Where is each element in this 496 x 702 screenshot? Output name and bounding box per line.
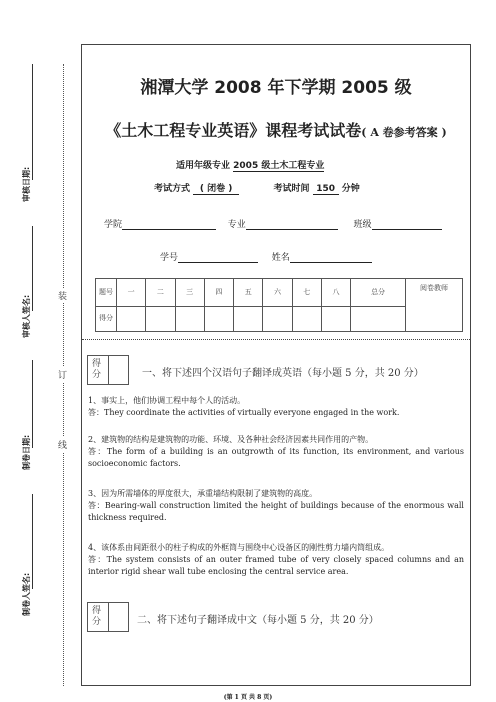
question-1-text: 1、事实上，他们协调工程中每个人的活动。: [88, 396, 246, 405]
time-unit: 分钟: [341, 184, 360, 194]
method-value: ( 闭卷 ): [193, 181, 239, 195]
col-1: 一: [117, 279, 146, 307]
maker-date-line: [32, 360, 33, 448]
section2-score-label: 得分: [92, 606, 102, 627]
student-id-field[interactable]: [178, 253, 258, 263]
exam-title-line1: 湘潭大学 2008 年下学期 2005 级: [140, 78, 412, 98]
answer-key-note: ( A 卷参考答案 ): [361, 126, 447, 139]
question-1: [88, 395, 464, 419]
score-cell-2[interactable]: [146, 306, 175, 331]
college-label: 学院: [104, 220, 123, 230]
major-label: 适用年级专业: [176, 161, 231, 171]
class-label: 班级: [353, 220, 372, 230]
maker-date-label: 制卷日期:: [22, 434, 31, 470]
col-total: 总分: [351, 279, 406, 307]
student-row2: [160, 250, 372, 263]
reviewer-signature-line: [32, 226, 33, 311]
score-cell-3[interactable]: [175, 306, 204, 331]
section1-score-box: [87, 355, 129, 385]
section2-score-divider: [108, 603, 109, 631]
page-footer: (第 1 页 共 8 页): [223, 694, 273, 701]
mark-zhuang: 装: [58, 288, 67, 303]
col-2: 二: [146, 279, 175, 307]
question-2-answer: 答：The form of a building is an outgrowth of its function, its environment, and various socioeconomic factors.: [88, 447, 464, 468]
section2-heading: 二、将下述句子翻译成中文（每小题 5 分，共 20 分）: [137, 615, 379, 626]
mark-xian: 线: [58, 437, 67, 452]
col-4: 四: [204, 279, 233, 307]
maker-signature-line: [32, 494, 33, 589]
exam-title-course: [81, 118, 471, 141]
section-separator: [82, 339, 470, 340]
section1-score-label: 得分: [92, 359, 102, 380]
major-value: 2005 级土木工程专业: [233, 158, 324, 172]
student-name-label: 姓名: [271, 253, 290, 263]
score-cell-7[interactable]: [292, 306, 321, 331]
score-cell-6[interactable]: [263, 306, 292, 331]
reviewer-date-line: [32, 64, 33, 180]
score-cell-total[interactable]: [351, 306, 406, 331]
col-5: 五: [234, 279, 263, 307]
method-label: 考试方式: [154, 184, 191, 194]
question-4: [88, 542, 464, 578]
score-cell-5[interactable]: [234, 306, 263, 331]
score-table-header-row: [96, 279, 463, 307]
student-row1: [104, 217, 442, 230]
student-id-label: 学号: [160, 253, 179, 263]
mark-ding: 订: [58, 367, 67, 382]
reviewer-teacher-label: 阅卷教师: [406, 279, 463, 332]
major-line: [176, 158, 324, 172]
maker-signature-label: 制卷人签名:: [22, 572, 31, 616]
question-number-label: 题号: [96, 279, 117, 307]
question-2: [88, 434, 464, 470]
college-field[interactable]: [122, 220, 216, 230]
question-1-answer: 答：They coordinate the activities of virtually everyone engaged in the work.: [88, 408, 400, 417]
score-cell-1[interactable]: [117, 306, 146, 331]
score-cell-8[interactable]: [321, 306, 350, 331]
question-4-text: 4、该体系由间距很小的柱子构成的外框筒与围绕中心设备区的刚性剪力墙内筒组成。: [88, 543, 390, 552]
reviewer-date-label: 审核日期:: [22, 166, 31, 202]
section2-score-box: [87, 602, 129, 632]
time-label: 考试时间: [273, 184, 310, 194]
col-6: 六: [263, 279, 292, 307]
class-field[interactable]: [372, 220, 442, 230]
score-cell-4[interactable]: [204, 306, 233, 331]
question-4-answer: 答：The system consists of an outer framed tube of very closely spaced columns and an interior rigid shear wall tube enclosing the central service area.: [88, 555, 464, 576]
question-3-answer: 答：Bearing-wall construction limited the height of buildings because of the enormous wall thickness required.: [88, 501, 464, 522]
question-3: [88, 488, 464, 524]
score-row-label: 得分: [96, 306, 117, 331]
major-field[interactable]: [246, 220, 338, 230]
student-name-field[interactable]: [290, 253, 372, 263]
exam-method-line: [154, 181, 360, 195]
col-3: 三: [175, 279, 204, 307]
reviewer-signature-label: 审核人签名:: [22, 294, 31, 338]
time-value: 150: [313, 184, 339, 195]
section1-score-divider: [108, 356, 109, 384]
col-8: 八: [321, 279, 350, 307]
question-3-text: 3、因为所需墙体的厚度很大，承重墙结构限制了建筑物的高度。: [88, 489, 318, 498]
major-field-label: 专业: [227, 220, 246, 230]
question-2-text: 2、建筑物的结构是建筑物的功能、环境、及各种社会经济因素共同作用的产物。: [88, 435, 374, 444]
course-name: 《土木工程专业英语》课程考试试卷: [105, 121, 362, 140]
section1-heading: 一、将下述四个汉语句子翻译成英语（每小题 5 分，共 20 分）: [142, 368, 424, 379]
col-7: 七: [292, 279, 321, 307]
score-table: [95, 278, 463, 332]
